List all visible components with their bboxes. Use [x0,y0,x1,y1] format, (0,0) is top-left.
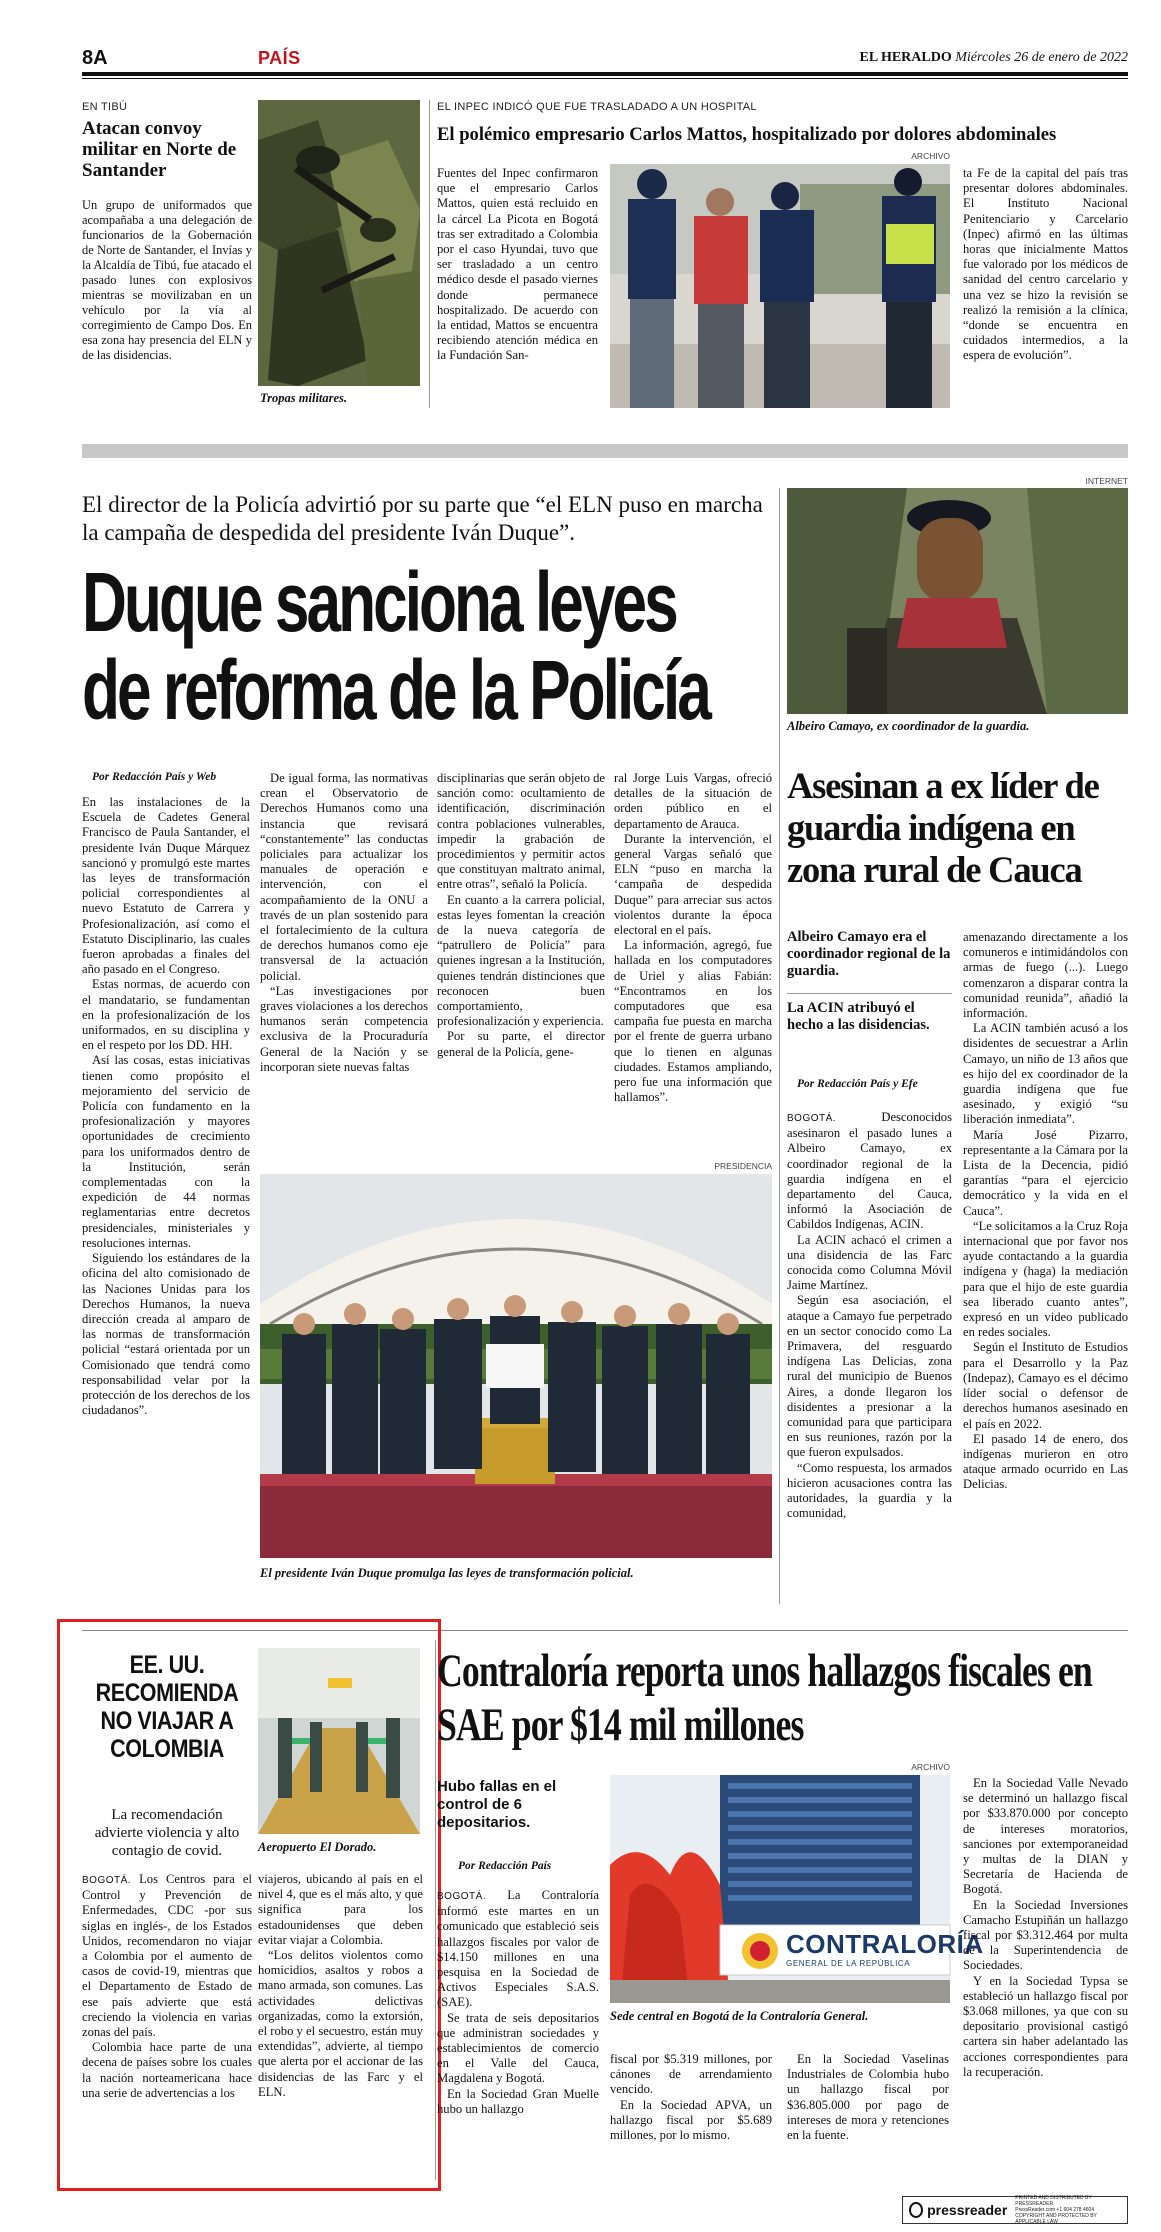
paragraph [82,1872,252,2040]
paragraph: Por su parte, el director general de la Policía, gene- [437,1029,605,1059]
duque-col2 [260,771,428,1075]
column-rule [429,100,430,408]
pressreader-logo-icon [909,2202,923,2218]
header-rule-thin [82,78,1128,79]
duque-caption: El presidente Iván Duque promulga las leyes de transformación policial. [260,1566,634,1580]
paragraph: Estas normas, de acuerdo con el mandatario, se fundamentan en la profesionalización de los uniformados, en su disciplina y en el respeto por los DD. HH. [82,977,250,1053]
column-rule [779,488,780,1604]
fineprint-line: PRINTED AND DISTRIBUTED BY PRESSREADER [1015,2195,1092,2207]
paragraph: Según el Instituto de Estudios para el Desarrollo y la Paz (Indepaz), Camayo es el décimo líder social o defensor de derechos humanos asesinado en el país en 2022. [963,1340,1128,1431]
paragraph: De igual forma, las normativas crean el Observatorio de Derechos Humanos como una instancia que revisará “constantemente” las conductas policiales para actualizar los manuales de operación e intervención, con el acompañamiento de la ONU a través de un plan sostenido para el fortalecimiento de la cultura de derechos humanos como eje transversal de la actuación policial. [260,771,428,983]
contraloria-sign-text: CONTRALORÍA [786,1929,984,1959]
dateline: BOGOTÁ. [437,1891,487,1902]
paragraph: “Como respuesta, los armados hicieron acusaciones contra las autoridades, la guardia y la comunidad, [787,1460,952,1521]
duque-photo [260,1174,772,1558]
paragraph: Durante la intervención, el general Vargas señaló que ELN “puso en marcha la ‘campaña de despedida Duque” para arreciar sus actos violentos durante la época electoral en el país. [614,831,772,938]
paragraph: Se trata de seis depositarios que administran sociedades y establecimientos de comercio en el Valle del Cauca, Magdalena y Bogotá. [437,2010,599,2086]
duque-col3 [437,771,605,1060]
paragraph: En la Sociedad APVA, un hallazgo fiscal por $5.689 millones, por lo mismo. [610,2097,772,2143]
eeuu-col1 [82,1872,252,2101]
duque-byline: Por Redacción País y Web [92,771,217,783]
paragraph: En la Sociedad Vaselinas Industriales de Colombia hubo un hallazgo fiscal por $36.805.000 por pago de intereses de mora y retenciones en la fuente. [787,2052,949,2143]
pressreader-brand: pressreader [927,2202,1008,2218]
dateline: BOGOTÁ. [787,1113,837,1124]
contraloria-col1 [437,1888,599,2117]
mattos-col2: ta Fe de la capital del país tras presentar dolores abdominales. El Instituto Nacional Penitenciario y Carcelario (Inpec) afirmó en las últimas horas que inicialmente Mattos fue valorado por los médicos de sanidad del centro carcelario y una vez se hizo la revisión se realizó la remisión a la clínica, “donde se encuentra en cuidados intermedios, a la espera de evolución”. [963,166,1128,363]
issue-date: Miércoles 26 de enero de 2022 [955,50,1128,65]
section-label: PAÍS [258,48,301,68]
mattos-headline: El polémico empresario Carlos Mattos, hospitalizado por dolores abdominales [437,124,1057,145]
camayo-photo-credit: INTERNET [1085,476,1128,486]
contraloria-col4 [963,1776,1128,2080]
duque-photo-credit: PRESIDENCIA [714,1161,772,1171]
page-number: 8A [82,47,108,69]
paragraph: Según esa asociación, el ataque a Camayo fue perpetrado en un sector conocido como La Primavera, del resguardo indígena Las Delicias, zona rural del municipio de Buenos Aires, a donde llegaron los disidentes a presionar a la comunidad para que participara en sus reuniones, razón por la que fueron expulsados. [787,1293,952,1460]
duque-deck: El director de la Policía advirtió por su parte que “el ELN puso en marcha la campaña de despedida del presidente Iván Duque”. [82,492,763,545]
tibu-photo [258,100,420,386]
paragraph: Siguiendo los estándares de la oficina del alto comisionado de las Naciones Unidas para los Derechos Humanos, la nueva dirección creada al amparo de las normas de transformación policial “estará orientada por un Comisionado que tendrá como responsabilidad velar por la protección de los derechos de los ciudadanos”. [82,1251,250,1418]
paragraph: Colombia hace parte de una decena de países sobre los cuales la nación norteamericana hace una serie de advertencias a los [82,2040,252,2100]
camayo-caption: Albeiro Camayo, ex coordinador de la guardia. [787,719,1030,733]
mattos-col1: Fuentes del Inpec confirmaron que el empresario Carlos Mattos, quien está recluido en la cárcel La Picota en Bogotá tras ser extraditado a Colombia por el caso Hyundai, tuvo que ser trasladado a un centro médico desde el pasado viernes donde permanece hospitalizado. De acuerdo con la entidad, Mattos se encuentra recibiendo atención médica en la Fundación San- [437,166,598,363]
tibu-kicker: EN TIBÚ [82,101,128,113]
duque-col4 [614,771,772,1105]
camayo-col1 [787,1110,952,1521]
contraloria-photo [610,1775,984,2003]
masthead [860,50,1128,66]
mattos-photo [610,164,950,408]
dateline: BOGOTÁ. [82,1875,132,1886]
contraloria-summary: Hubo fallas en el control de 6 depositarios. [437,1778,557,1831]
paragraph-text: Los Centros para el Control y Prevención de Enfermedades, CDC -por sus siglas en inglés-, de los Estados Unidos, recomendaron no viajar a Colombia por el aumento de casos de covid-19, mientras que el Departamento de Estado de ese país advierte que está creciendo la violencia en varias zonas del país. [82,1872,252,2040]
duque-col1 [82,795,250,1418]
paragraph: viajeros, ubicando al país en el nivel 4, que es el más alto, y que significa para los estadounidenses que deben evitar viajar a Colombia. [258,1872,423,1947]
paragraph: En la Sociedad Inversiones Camacho Estupiñán un hallazgo fiscal por $3.312.464 por multa de la Superintendencia de Sociedades. [963,1897,1128,1973]
fineprint-line: PressReader.com +1 604 278 4604 [1015,2207,1095,2213]
eeuu-col2 [258,1872,423,2100]
contraloria-byline: Por Redacción País [458,1860,552,1872]
summary-rule [787,993,952,994]
section-divider [82,444,1128,458]
fineprint-line: COPYRIGHT AND PROTECTED BY APPLICABLE LAW [1015,2213,1097,2225]
contraloria-photo-credit: ARCHIVO [911,1762,950,1772]
paragraph: disciplinarias que serán objeto de sanción como: ocultamiento de identificación, discriminación contra poblaciones vulnerables, impedir la grabación de procedimientos y permitir actos que constituyan maltrato animal, entre otras”, señaló la Policía. [437,771,605,892]
paragraph: “Las investigaciones por graves violaciones a los derechos humanos serán competencia exclusiva de la Procuraduría General de la Nación y se incorporan siete nuevas faltas [260,983,428,1074]
paragraph: “Le solicitamos a la Cruz Roja internacional que por favor nos ayude contactando a la guardia indígena y (haga) la mediación para que el hijo de este guardia sea liberado cuanto antes”, expresó en un video publicado en redes sociales. [963,1218,1128,1340]
newspaper-name: EL HERALDO [859,50,952,65]
paragraph: En la Sociedad Valle Nevado se determinó un hallazgo fiscal por $33.870.000 por concepto de intereses moratorios, sanciones por extemporaneidad y multas de la DIAN y Secretaría de Hacienda de Bogotá. [963,1776,1128,1897]
eeuu-caption: Aeropuerto El Dorado. [258,1840,377,1854]
camayo-byline: Por Redacción País y Efe [797,1078,918,1090]
camayo-col2 [963,930,1128,1493]
camayo-summary-1: Albeiro Camayo era el coordinador regional de la guardia. [787,929,951,979]
camayo-headline: Asesinan a ex líder de guardia indígena en zona rural de Cauca [787,765,1099,890]
column-rule [435,1640,436,2180]
paragraph: La ACIN también acusó a los disidentes de secuestrar a Arlin Camayo, un niño de 13 años que es hijo del ex coordinador de la guardia indígena que fue asesinado, y exigió “su liberación inmediata”. [963,1021,1128,1127]
paragraph: “Los delitos violentos como homicidios, asaltos y robos a mano armada, son comunes. Las actividades delictivas organizadas, como la extorsión, el robo y el secuestro, están muy extendidas”, advierte, al tiempo que alerta por el accionar de las disidencias de las Farc y el ELN. [258,1948,423,2099]
eeuu-deck: La recomendación advierte violencia y alto contagio de covid. [94,1807,240,1859]
pressreader-fineprint [1015,2195,1121,2225]
paragraph: fiscal por $5.319 millones, por cánones de arrendamiento vencido. [610,2052,772,2097]
header-rule [82,72,1128,76]
contraloria-headline: Contraloría reporta unos hallazgos fiscales en SAE por $14 mil millones [437,1645,1092,1751]
duque-headline-line1: Duque sanciona leyes [82,555,676,649]
paragraph: Y en la Sociedad Typsa se estableció un hallazgo fiscal por $3.068 millones, ya que con su depositario provisional castigó cartera sin haber adelantado las acciones correspondientes para la recuperación. [963,1973,1128,2079]
contraloria-caption: Sede central en Bogotá de la Contraloría General. [610,2009,869,2023]
mattos-photo-credit: ARCHIVO [911,151,950,161]
paragraph: amenazando directamente a los comuneros e intimidándolos con armas de fuego (...). Luego comenzaron a disparar contra la comunidad reunida”, añadió la información. [963,930,1128,1021]
paragraph [787,1110,952,1233]
paragraph: La ACIN achacó el crimen a una disidencia de las Farc conocida como Columna Móvil Jaime Martínez. [787,1232,952,1293]
tibu-body: Un grupo de uniformados que acompañaba a una delegación de funcionarios de la Gobernación de Norte de Santander, el Invías y la Alcaldía de Tibú, fue atacado el pasado lunes con explosivos mientras se movilizaban en un vehículo por la vía al corregimiento de Campo Dos. En esa zona hay presencia del ELN y de las disidencias. [82,198,252,362]
pressreader-badge [902,2196,1128,2224]
paragraph: Así las cosas, estas iniciativas tienen como propósito el mejoramiento del servicio de Policía con fundamento en la profesionalización y mayores oportunidades de crecimiento para los uniformados dentro de la Institución, serán complementadas con la expedición de 44 normas reglamentarias entre decretos presidenciales, ministeriales y resoluciones internas. [82,1053,250,1250]
contraloria-sign-subtext: GENERAL DE LA REPÚBLICA [786,1959,911,1968]
paragraph: María José Pizarro, representante a la Cámara por la Lista de la Decencia, pidió garantías “para el ejercicio democrático y la vida en el Cauca”. [963,1127,1128,1218]
paragraph: ral Jorge Luis Vargas, ofreció detalles de la situación de orden público en el departamento de Arauca. [614,771,772,831]
eeuu-headline: EE. UU. RECOMIENDA NO VIAJAR A COLOMBIA [95,1651,239,1763]
tibu-headline: Atacan convoy militar en Norte de Santander [82,118,237,181]
paragraph [437,1888,599,2011]
paragraph: En cuanto a la carrera policial, estas leyes fomentan la creación de la nueva categoría de “patrullero de Policía” para quienes ingresan a la Institución, quienes tendrán distinciones que reconocen buen comportamiento, profesionalización y experiencia. [437,892,605,1029]
paragraph: En la Sociedad Gran Muelle hubo un hallazgo [437,2086,599,2116]
camayo-photo [787,488,1128,714]
paragraph: En las instalaciones de la Escuela de Cadetes General Francisco de Paula Santander, el presidente Iván Duque Márquez sancionó y promulgó este martes las leyes de transformación policial correspondientes al nuevo Estatuto de Carrera y Profesionalización, así como el Estatuto Disciplinario, las cuales fueron aprobadas a finales del año pasado en el Congreso. [82,795,250,977]
paragraph-text: La Contraloría informó este martes en un comunicado que estableció seis hallazgos fiscales por valor de $14.150 millones en una pesquisa en la Sociedad de Activos Especiales S.A.S. (SAE). [437,1888,599,2010]
tibu-caption: Tropas militares. [260,391,348,405]
contraloria-col3 [787,2052,949,2143]
paragraph: El pasado 14 de enero, dos indígenas murieron en otro ataque armado ocurrido en Las Delicias. [963,1431,1128,1492]
duque-headline-line2: de reforma de la Policía [82,643,709,737]
mattos-kicker: EL INPEC INDICÓ QUE FUE TRASLADADO A UN HOSPITAL [437,101,757,113]
paragraph-text: Desconocidos asesinaron el pasado lunes a Albeiro Camayo, ex coordinador regional de la guardia indígena en el departamento del Cauca, informó la Asociación de Cabildos Indígenas, ACIN. [787,1110,952,1232]
contraloria-col2 [610,2052,772,2143]
camayo-summary-2: La ACIN atribuyó el hecho a las disidencias. [787,1000,930,1033]
eeuu-photo [258,1648,420,1834]
paragraph: La información, agregó, fue hallada en los computadores de Uriel y alias Fabián: “Encontramos en los computadores que esa campaña fue puesta en marcha por el frente de guerra urbano que lo tienen en algunas ciudades. Estamos ampliando, pero fue una información que hallamos”. [614,938,772,1105]
